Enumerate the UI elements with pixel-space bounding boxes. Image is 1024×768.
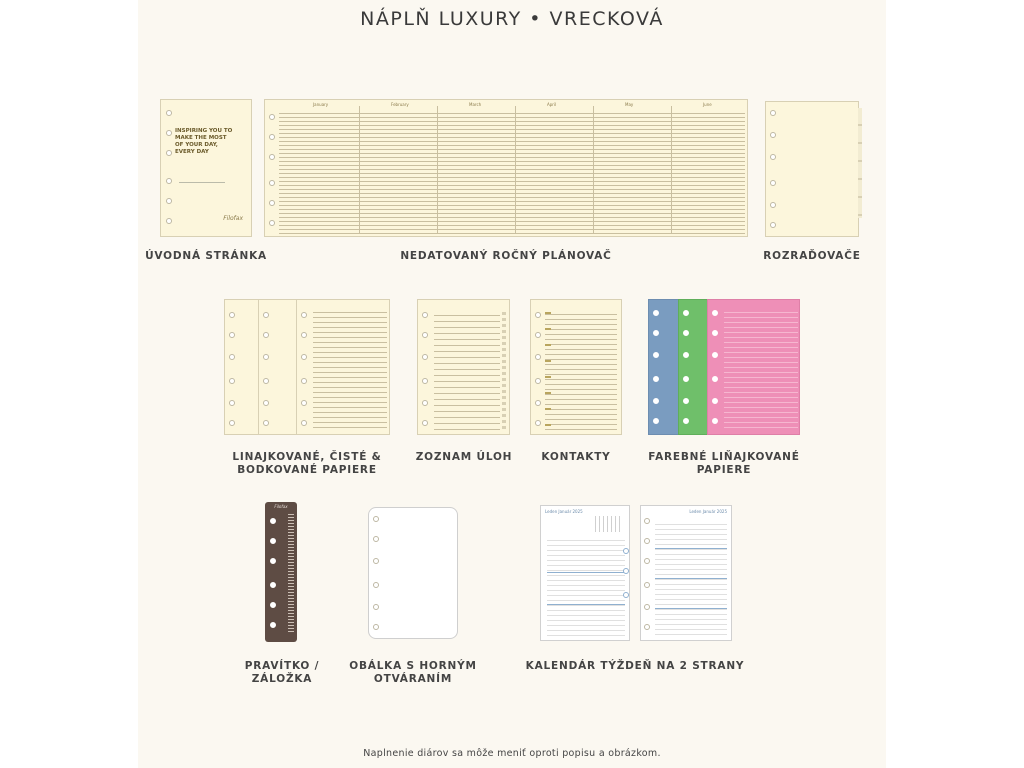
papers-label-line1: LINAJKOVANÉ, ČISTÉ & [232, 451, 382, 463]
disclaimer-footer: Naplnenie diárov sa môže meniť oproti popisu a obrázkom. [363, 748, 661, 759]
envelope-label-line1: OBÁLKA S HORNÝM [349, 660, 477, 672]
punch-hole [422, 354, 428, 360]
punch-hole [535, 354, 541, 360]
punch-hole [229, 354, 235, 360]
punch-hole [422, 378, 428, 384]
punch-hole [166, 178, 172, 184]
year-planner-label: NEDATOVANÝ ROČNÝ PLÁNOVAČ [400, 250, 612, 262]
punch-hole [683, 398, 689, 404]
punch-hole [269, 154, 275, 160]
punch-hole [301, 332, 307, 338]
planner-col-divider [437, 106, 438, 234]
calendar-left-lines [547, 536, 625, 636]
punch-hole [422, 332, 428, 338]
punch-hole [683, 310, 689, 316]
punch-hole [644, 604, 650, 610]
day-divider [547, 572, 625, 573]
punch-hole [373, 624, 379, 630]
punch-hole [770, 202, 776, 208]
ruled-lines [313, 308, 387, 432]
punch-hole [373, 604, 379, 610]
punch-hole [422, 420, 428, 426]
punch-hole [653, 398, 659, 404]
punch-hole [770, 110, 776, 116]
year-planner-sheet [264, 99, 748, 237]
contacts-label: KONTAKTY [541, 451, 611, 463]
ruler-ticks [288, 514, 294, 634]
punch-hole [269, 134, 275, 140]
punch-hole [644, 558, 650, 564]
punch-hole [770, 132, 776, 138]
punch-hole [712, 376, 718, 382]
punch-hole [270, 622, 276, 628]
punch-hole [270, 518, 276, 524]
punch-hole [263, 354, 269, 360]
day-divider [655, 578, 727, 579]
punch-hole [270, 538, 276, 544]
month-label: March [469, 102, 482, 107]
punch-hole [683, 376, 689, 382]
ruled-paper-sheet [296, 299, 390, 435]
punch-hole [422, 312, 428, 318]
mini-month-grid [595, 516, 623, 532]
title-page-brand: Filofax [223, 215, 243, 222]
title-page-rule [179, 182, 225, 183]
punch-hole [770, 222, 776, 228]
punch-hole [269, 180, 275, 186]
day-divider [547, 604, 625, 605]
dividers-sheet [765, 101, 859, 237]
punch-hole [166, 150, 172, 156]
punch-hole [535, 400, 541, 406]
calendar-label: KALENDÁR TÝŽDEŇ NA 2 STRANY [525, 660, 745, 672]
punch-hole [166, 130, 172, 136]
month-label: June [703, 102, 712, 107]
contacts-sheet [530, 299, 622, 435]
punch-hole [229, 332, 235, 338]
punch-hole [683, 352, 689, 358]
punch-hole [301, 354, 307, 360]
calendar-left-header: Leden Január 2025 [545, 509, 583, 514]
punch-hole [373, 558, 379, 564]
calendar-right-header: Leden Január 2025 [689, 509, 727, 514]
punch-hole [229, 420, 235, 426]
pink-paper-sheet [707, 299, 800, 435]
punch-hole [535, 420, 541, 426]
ruler-brand: Filofax [274, 504, 288, 509]
punch-hole [653, 376, 659, 382]
todo-checkboxes [502, 312, 506, 430]
punch-hole [301, 400, 307, 406]
punch-hole [373, 536, 379, 542]
month-label: January [313, 102, 329, 107]
punch-hole [683, 330, 689, 336]
title-page-quote: INSPIRING YOU TO MAKE THE MOST OF YOUR DAY, EVERY DAY [175, 128, 233, 155]
month-label: May [625, 102, 634, 107]
papers-label-line2: BODKOVANÉ PAPIERE [237, 464, 377, 476]
punch-hole [269, 220, 275, 226]
calendar-right-page [640, 505, 732, 641]
title-page-label: ÚVODNÁ STRÁNKA [145, 250, 267, 262]
punch-hole [422, 400, 428, 406]
punch-hole [270, 602, 276, 608]
envelope-sheet [368, 507, 458, 639]
punch-hole [263, 312, 269, 318]
punch-hole [770, 154, 776, 160]
page-title: NÁPLŇ LUXURY • VRECKOVÁ [360, 8, 664, 30]
planner-col-divider [671, 106, 672, 234]
punch-hole [623, 568, 629, 574]
month-label: April [547, 102, 557, 107]
punch-hole [301, 312, 307, 318]
punch-hole [166, 218, 172, 224]
day-divider [655, 548, 727, 549]
punch-hole [623, 548, 629, 554]
punch-hole [623, 592, 629, 598]
punch-hole [373, 516, 379, 522]
planner-col-divider [359, 106, 360, 234]
punch-hole [263, 420, 269, 426]
punch-hole [712, 418, 718, 424]
punch-hole [644, 624, 650, 630]
punch-hole [653, 352, 659, 358]
punch-hole [712, 398, 718, 404]
punch-hole [644, 582, 650, 588]
ruler-label-line2: ZÁLOŽKA [251, 673, 313, 685]
punch-hole [229, 400, 235, 406]
dividers-label: ROZRAĎOVAČE [763, 250, 861, 262]
envelope-label-line2: OTVÁRANÍM [373, 673, 453, 685]
contacts-entry-markers [545, 312, 551, 430]
punch-hole [269, 200, 275, 206]
todo-sheet [417, 299, 510, 435]
punch-hole [229, 312, 235, 318]
punch-hole [166, 198, 172, 204]
punch-hole [270, 582, 276, 588]
punch-hole [770, 180, 776, 186]
punch-hole [644, 538, 650, 544]
punch-hole [269, 114, 275, 120]
divider-tabs [858, 108, 862, 218]
punch-hole [373, 582, 379, 588]
punch-hole [301, 378, 307, 384]
ruler-label-line1: PRAVÍTKO / [244, 660, 320, 672]
planner-col-divider [593, 106, 594, 234]
punch-hole [653, 310, 659, 316]
punch-hole [229, 378, 235, 384]
punch-hole [263, 400, 269, 406]
punch-hole [653, 418, 659, 424]
colored-label-line2: PAPIERE [696, 464, 752, 476]
punch-hole [712, 352, 718, 358]
punch-hole [535, 378, 541, 384]
punch-hole [644, 518, 650, 524]
punch-hole [653, 330, 659, 336]
punch-hole [712, 330, 718, 336]
planner-col-divider [515, 106, 516, 234]
punch-hole [535, 332, 541, 338]
punch-hole [263, 378, 269, 384]
punch-hole [263, 332, 269, 338]
day-divider [655, 608, 727, 609]
month-label: February [391, 102, 409, 107]
calendar-left-page [540, 505, 630, 641]
todo-label: ZOZNAM ÚLOH [415, 451, 513, 463]
pink-lines [724, 308, 798, 432]
punch-hole [270, 558, 276, 564]
todo-lines [434, 310, 500, 432]
punch-hole [535, 312, 541, 318]
ruler-bookmark [265, 502, 297, 642]
contacts-lines [545, 310, 617, 432]
title-page-sheet [160, 99, 252, 237]
punch-hole [166, 110, 172, 116]
punch-hole [712, 310, 718, 316]
planner-lines [279, 110, 745, 234]
punch-hole [301, 420, 307, 426]
colored-label-line1: FAREBNÉ LIŇAJKOVANÉ [648, 451, 800, 463]
punch-hole [683, 418, 689, 424]
